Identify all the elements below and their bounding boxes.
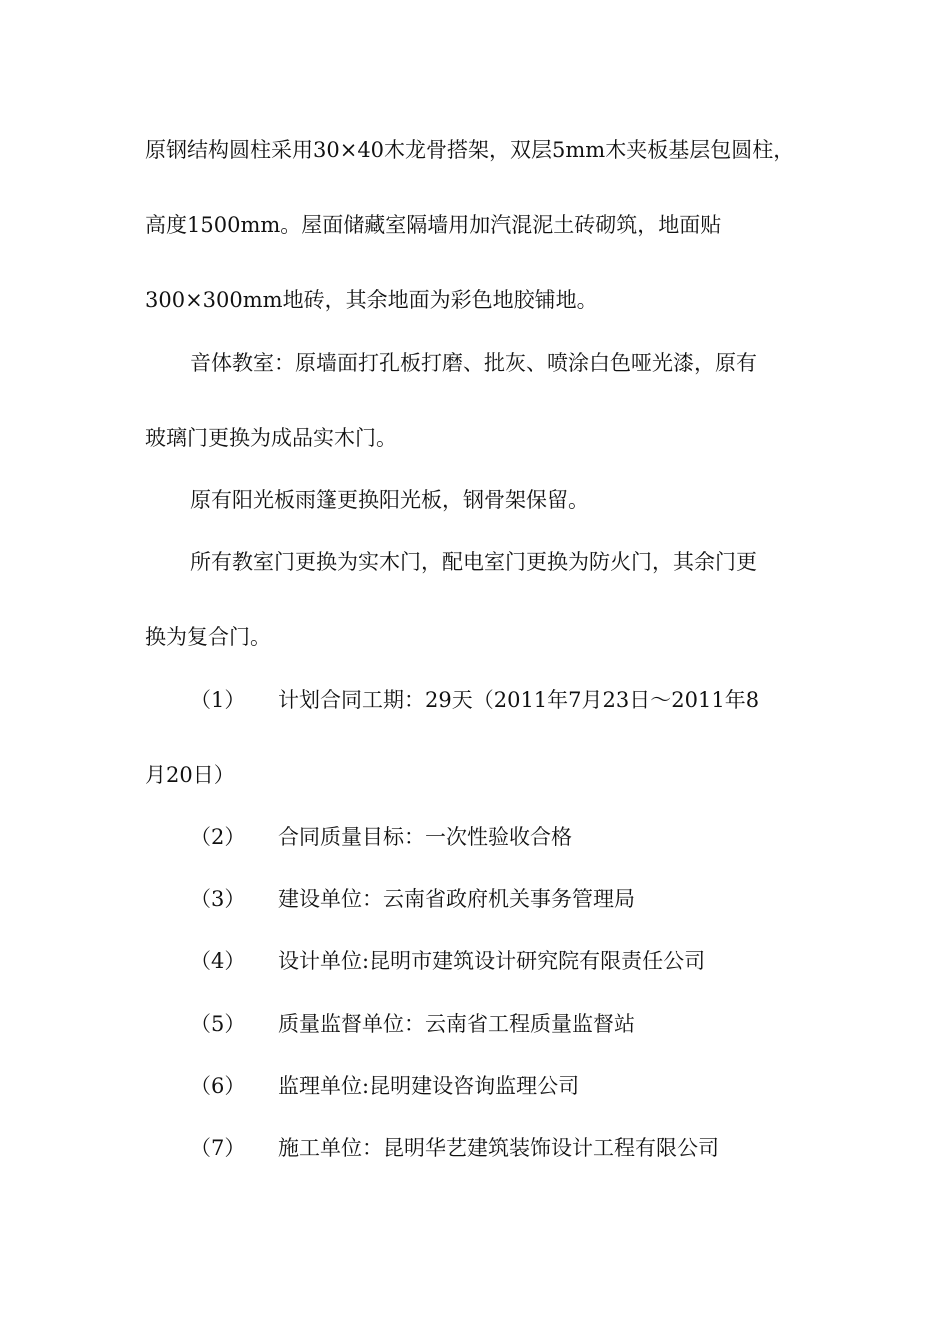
list-item-number: （7）: [190, 1136, 246, 1160]
list-item-number: （2）: [190, 825, 246, 849]
paragraph-line: 原钢结构圆柱采用30×40木龙骨搭架，双层5mm木夹板基层包圆柱，: [145, 138, 795, 162]
list-item-text: 设计单位:昆明市建筑设计研究院有限责任公司: [278, 949, 706, 973]
paragraph-line: 300×300mm地砖，其余地面为彩色地胶铺地。: [145, 288, 598, 312]
list-item-text: 监理单位:昆明建设咨询监理公司: [278, 1074, 580, 1098]
list-item-continuation: 月20日）: [145, 763, 235, 787]
paragraph-line: 音体教室：原墙面打孔板打磨、批灰、喷涂白色哑光漆，原有: [190, 351, 757, 375]
list-item-text: 计划合同工期：29天（2011年7月23日～2011年8: [278, 688, 760, 712]
list-item-text: 施工单位：昆明华艺建筑装饰设计工程有限公司: [278, 1136, 719, 1160]
list-item-text: 质量监督单位：云南省工程质量监督站: [278, 1012, 635, 1036]
paragraph-line: 玻璃门更换为成品实木门。: [145, 426, 397, 450]
list-item-text: 合同质量目标：一次性验收合格: [278, 825, 572, 849]
list-item-number: （4）: [190, 949, 246, 973]
list-item-text: 建设单位：云南省政府机关事务管理局: [278, 887, 635, 911]
list-item-number: （5）: [190, 1012, 246, 1036]
paragraph-line: 换为复合门。: [145, 625, 271, 649]
list-item-number: （1）: [190, 688, 246, 712]
paragraph-line: 原有阳光板雨篷更换阳光板，钢骨架保留。: [190, 488, 589, 512]
paragraph-line: 所有教室门更换为实木门，配电室门更换为防火门，其余门更: [190, 550, 757, 574]
list-item-number: （6）: [190, 1074, 246, 1098]
paragraph-line: 高度1500mm。屋面储藏室隔墙用加汽混泥土砖砌筑，地面贴: [145, 213, 722, 237]
list-item-number: （3）: [190, 887, 246, 911]
